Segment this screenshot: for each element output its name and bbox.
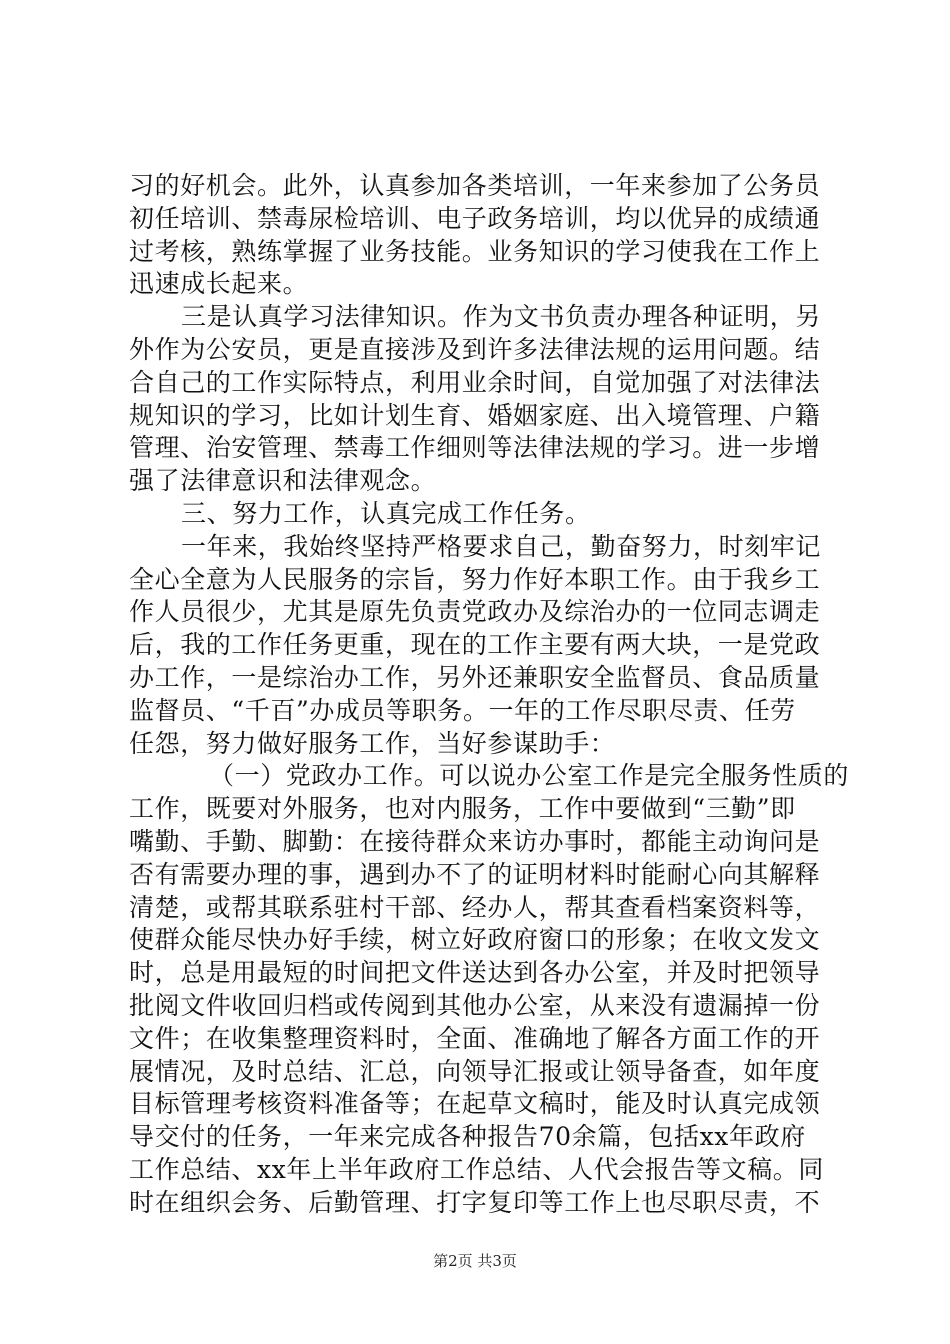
text-line: 三是认真学习法律知识。作为文书负责办理各种证明，另: [181, 302, 822, 332]
text-line: 展情况，及时总结、汇总，向领导汇报或让领导备查，如年度: [129, 1056, 821, 1086]
text-line: 嘴勤、手勤、脚勤：在接待群众来访办事时，都能主动询问是: [129, 826, 821, 856]
text-line: 强了法律意识和法律观念。: [129, 466, 437, 496]
text-line: 习的好机会。此外，认真参加各类培训，一年来参加了公务员: [129, 171, 821, 200]
text-line: 全心全意为人民服务的宗旨，努力作好本职工作。由于我乡工: [129, 564, 821, 594]
page-footer: [0, 1250, 950, 1271]
text-line: 外作为公安员，更是直接涉及到许多法律法规的运用问题。结: [129, 334, 821, 364]
text-line: 工作，既要对外服务，也对内服务，工作中要做到“三勤”即: [129, 794, 796, 824]
text-line: 迅速成长起来。: [129, 269, 309, 299]
text-line: 时在组织会务、后勤管理、打字复印等工作上也尽职尽责，不: [129, 1187, 821, 1217]
section-heading: 三、努力工作，认真完成工作任务。: [181, 498, 591, 528]
text-line: 初任培训、禁毒尿检培训、电子政务培训，均以优异的成绩通: [129, 203, 821, 233]
text-line: 监督员、“千百”办成员等职务。一年的工作尽职尽责、任劳: [129, 695, 796, 725]
page-number: 第2页 共3页: [433, 1252, 517, 1270]
text-line: 目标管理考核资料准备等；在起草文稿时，能及时认真完成领: [129, 1089, 821, 1119]
text-line: 使群众能尽快办好手续，树立好政府窗口的形象；在收文发文: [129, 925, 821, 955]
text-line: 导交付的任务，一年来完成各种报告70余篇，包括xx年政府: [129, 1122, 806, 1152]
text-line: 作人员很少，尤其是原先负责党政办及综治办的一位同志调走: [129, 597, 821, 627]
text-line: 工作总结、xx年上半年政府工作总结、人代会报告等文稿。同: [129, 1154, 825, 1184]
text-line: 清楚，或帮其联系驻村干部、经办人，帮其查看档案资料等，: [129, 892, 821, 922]
text-line: 任怨，努力做好服务工作，当好参谋助手：: [129, 728, 616, 758]
text-line: 时，总是用最短的时间把文件送达到各办公室，并及时把领导: [129, 958, 821, 988]
text-line: 一年来，我始终坚持严格要求自己，勤奋努力，时刻牢记: [181, 531, 822, 561]
text-line: 过考核，熟练掌握了业务技能。业务知识的学习使我在工作上: [129, 236, 821, 266]
text-line: 合自己的工作实际特点，利用业余时间，自觉加强了对法律法: [129, 367, 821, 397]
text-line: 后，我的工作任务更重，现在的工作主要有两大块，一是党政: [129, 630, 821, 660]
text-line: 批阅文件收回归档或传阅到其他办公室，从来没有遗漏掉一份: [129, 990, 821, 1020]
text-line: 否有需要办理的事，遇到办不了的证明材料时能耐心向其解释: [129, 859, 821, 889]
text-line: 规知识的学习，比如计划生育、婚姻家庭、出入境管理、户籍: [129, 400, 821, 430]
subsection-heading: （一）党政办工作。可以说办公室工作是完全服务性质的: [209, 761, 850, 791]
text-line: 办工作，一是综治办工作，另外还兼职安全监督员、食品质量: [129, 662, 821, 692]
document-body: [129, 170, 850, 1220]
text-line: 文件；在收集整理资料时，全面、准确地了解各方面工作的开: [129, 1023, 821, 1053]
text-line: 管理、治安管理、禁毒工作细则等法律法规的学习。进一步增: [129, 433, 821, 463]
